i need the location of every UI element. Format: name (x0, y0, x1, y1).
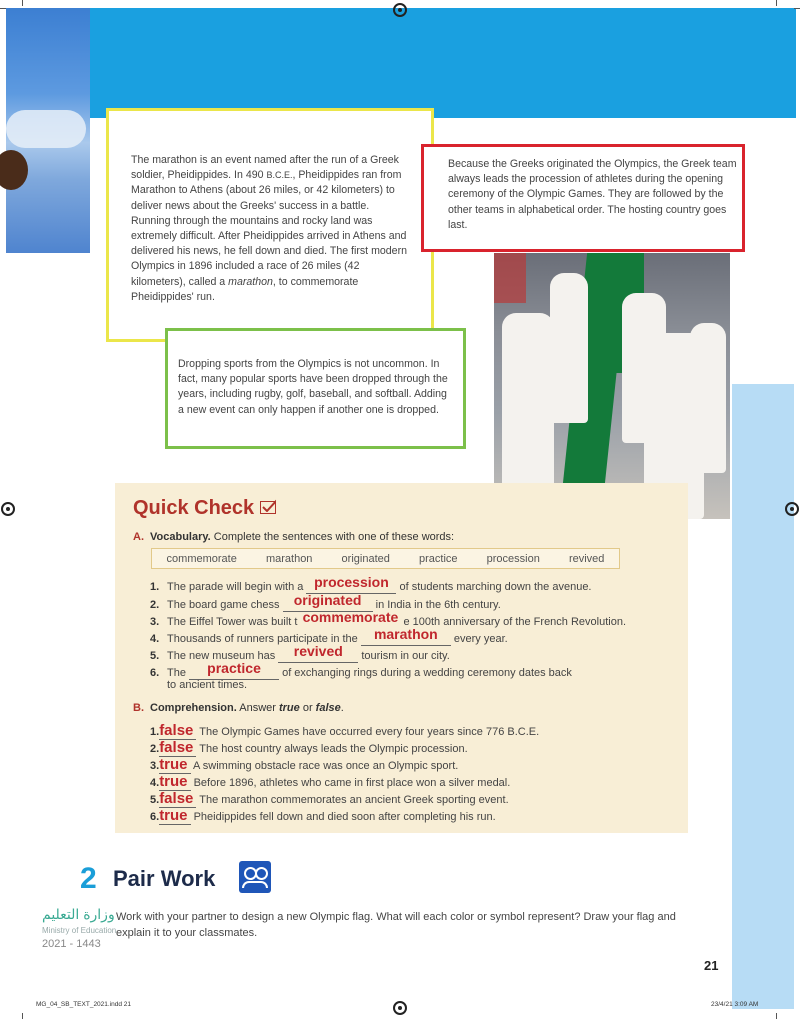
vocab-item: 1. The parade will begin with a procession of students marching down the avenue. (150, 574, 592, 593)
register-mark-bottom (393, 1001, 407, 1015)
answer-text: true (159, 756, 190, 774)
word-bank-item: procession (486, 552, 540, 565)
comprehension-item: 4.true Before 1896, athletes who came in first place won a silver medal. (150, 773, 511, 790)
word-bank-item: marathon (265, 552, 313, 565)
comprehension-item: 2.false The host country always leads the Olympic procession. (150, 739, 468, 756)
footer-timestamp: 23/4/21 3:09 AM (711, 1001, 759, 1008)
answer-text: marathon (373, 626, 438, 642)
header-band (90, 8, 796, 118)
procession-paragraph: Because the Greeks originated the Olympics, the Greek team always leads the procession of athletes during the opening ceremony of the Olympic Games. They are followed by the other teams in alphabetical order. The hosting country goes last. (448, 158, 737, 231)
crop-mark (794, 8, 800, 9)
comprehension-instruction: B. Comprehension. Answer true or false. (133, 702, 344, 714)
answer-text: true (159, 773, 190, 791)
answer-text: false (159, 722, 196, 740)
comprehension-item: 6.true Pheidippides fell down and died soon after completing his run. (150, 807, 496, 824)
vocab-item: 2. The board game chess originated in India in the 6th century. (150, 592, 501, 611)
register-mark-left (1, 502, 15, 516)
quick-check-title: Quick Check (133, 497, 255, 519)
crop-mark (776, 1013, 777, 1019)
comprehension-item: 1.false The Olympic Games have occurred every four years since 776 B.C.E. (150, 722, 540, 739)
ministry-watermark-year: 2021 - 1443 (42, 938, 101, 950)
register-mark-right (785, 502, 799, 516)
athlete-figure (502, 313, 554, 493)
footer-file-name: MG_04_SB_TEXT_2021.indd 21 (36, 1001, 132, 1008)
comprehension-item: 3.true A swimming obstacle race was once an Olympic sport. (150, 756, 459, 773)
pair-work-number: 2 (80, 862, 97, 895)
vocabulary-instruction: A. Vocabulary. Complete the sentences with one of these words: (133, 531, 455, 543)
answer-text: revived (293, 643, 343, 659)
dropped-sports-paragraph: Dropping sports from the Olympics is not uncommon. In fact, many popular sports have been dropped through the years, including rugby, golf, baseball, and softball. Adding a new event can only happen if another one is dropped. (178, 358, 448, 416)
vocab-item: 5. The new museum has revived tourism in our city. (150, 643, 450, 662)
side-band (732, 384, 794, 1009)
answer-text: procession (314, 574, 389, 590)
pair-work-title: Pair Work (113, 866, 216, 891)
vocab-item: 4. Thousands of runners participate in the marathon every year. (150, 626, 508, 645)
crop-mark (0, 8, 6, 9)
answer-text: false (159, 739, 196, 757)
crop-mark (22, 1013, 23, 1019)
answer-text: commemorate (302, 609, 399, 625)
vocab-item: 3. The Eiffel Tower was built t commemorate e 100th anniversary of the French Revolution. (150, 609, 627, 628)
vocab-item: 6. The practice of exchanging rings during a wedding ceremony dates back (150, 660, 572, 679)
answer-text: false (159, 790, 196, 808)
pair-work-instructions: Work with your partner to design a new Olympic flag. What will each color or symbol represent? Draw your flag and explain it to your classmates. (116, 911, 676, 939)
athlete-figure (690, 323, 726, 473)
word-bank-item: commemorate (166, 552, 237, 565)
answer-text: true (159, 807, 190, 825)
word-bank-item: practice (418, 552, 458, 565)
crop-mark (22, 0, 23, 6)
athlete-figure (550, 273, 588, 423)
pair-work-people-icon (239, 861, 271, 893)
marathon-info-box (106, 108, 434, 342)
ministry-watermark-english: Ministry of Education (42, 926, 117, 935)
procession-info-box (421, 144, 745, 252)
checkmark-icon (260, 501, 276, 514)
crop-mark (776, 0, 777, 6)
answer-text: originated (293, 592, 362, 608)
word-bank-item: originated (341, 552, 390, 565)
comprehension-item: 5.false The marathon commemorates an ancient Greek sporting event. (150, 790, 509, 807)
answer-text: practice (207, 660, 261, 676)
ministry-watermark-arabic: وزارة التعليم (42, 906, 115, 922)
marathon-paragraph: The marathon is an event named after the run of a Greek soldier, Pheidippides. In 490 B.C.E., Pheidippides ran from Marathon to Athens (about 26 miles, or 42 kilometers) to deliver news about the Greeks' success in a battle. Running through the mountains and rocky land was extremely difficult. After Pheidippides arrived in Athens and delivered his news, he fell down and died. The first modern Olympics in 1896 included a race of 26 miles (42 kilometers), called a marathon, to commemorate Pheidippides' run. (131, 154, 407, 303)
word-bank-item: revived (568, 552, 605, 565)
register-mark-top (393, 3, 407, 17)
vocab-item-continuation: to ancient times. (167, 679, 248, 691)
cloud-shape (6, 110, 86, 148)
dropped-sports-box (165, 328, 466, 449)
word-bank (151, 548, 620, 569)
saudi-team-photo (494, 253, 730, 519)
page-number: 21 (704, 958, 719, 973)
red-banner-shape (494, 253, 526, 303)
